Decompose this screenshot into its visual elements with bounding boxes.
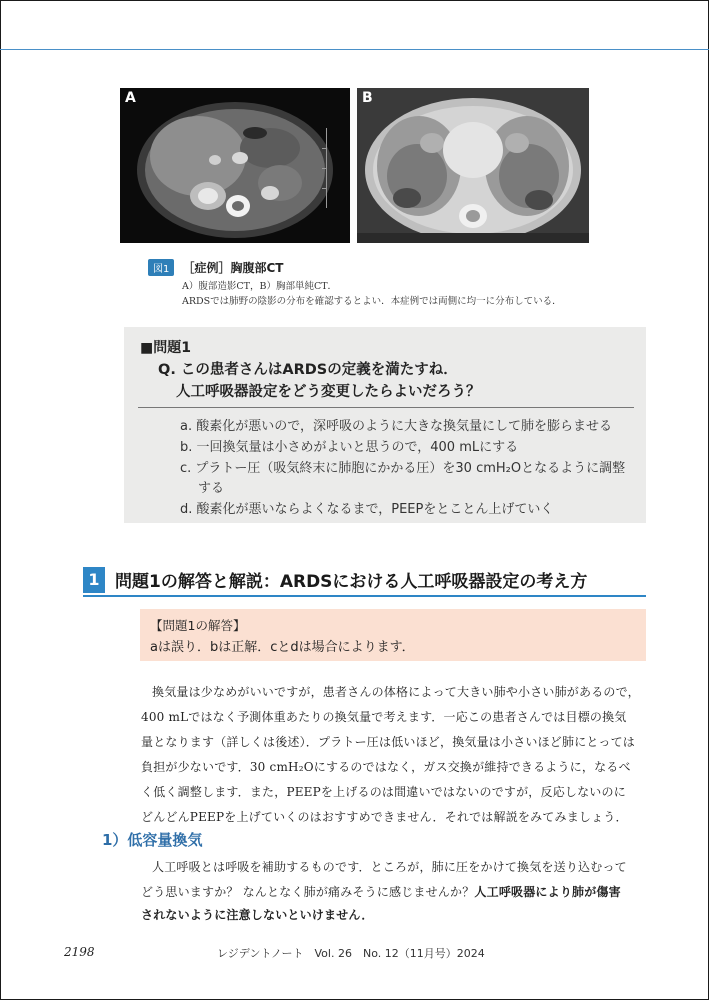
option-a: a. 酸素化が悪いので，深呼吸のように大きな換気量にして肺を膨らませる xyxy=(180,419,612,434)
paragraph-line: 負担が少ないです．30 cmH₂Oにするのではなく，ガス交換が維持できるように，なるべ xyxy=(141,760,631,774)
option-c-continued: する xyxy=(198,481,225,496)
subsection-line-2 xyxy=(141,883,621,900)
question-divider xyxy=(138,407,634,408)
question-line-1: Q. この患者さんはARDSの定義を満たすね． xyxy=(158,362,458,378)
figure-badge: 図1 xyxy=(148,259,174,276)
subsection-heading: 1）低容量換気 xyxy=(102,831,203,849)
option-d: d. 酸素化が悪いならよくなるまで，PEEPをとことん上げていく xyxy=(180,502,554,517)
paragraph-line: どんどんPEEPを上げていくのはおすすめできません．それでは解説をみてみましょう． xyxy=(141,810,628,824)
figure-caption-line2: ARDSでは肺野の陰影の分布を確認するとよい．本症例では両側に均一に分布している． xyxy=(182,296,562,307)
answer-box xyxy=(140,609,646,661)
section-number: 1 xyxy=(83,567,105,593)
page-number: 2198 xyxy=(64,945,95,959)
subsection-line-3-bold: されないように注意しないといけません． xyxy=(141,908,374,922)
answer-text: aは誤り．bは正解．cとdは場合によります． xyxy=(150,640,415,655)
figure-caption xyxy=(148,257,628,309)
section-heading xyxy=(83,565,646,597)
figure-title: ［症例］胸腹部CT xyxy=(182,261,284,275)
answer-label: 【問題1の解答】 xyxy=(150,618,246,633)
question-header: ■問題1 xyxy=(140,340,191,356)
figure-caption-line1: A）腹部造影CT，B）胸部単純CT． xyxy=(182,281,338,292)
question-line-2: 人工呼吸器設定をどう変更したらよいだろう？ xyxy=(176,384,481,400)
paragraph-line: 量となります（詳しくは後述）．プラトー圧は低いほど，換気量は小さいほど肺にとっては xyxy=(141,735,635,749)
section-rule xyxy=(83,595,646,597)
panel-b-label: B xyxy=(362,90,373,106)
subsection-line-2-text: どう思いますか？ なんとなく肺が痛みそうに感じませんか？ xyxy=(141,885,475,899)
header-rule xyxy=(0,49,709,50)
paragraph-line: く低く調整します．また，PEEPを上げるのは間違いではないのですが，反応しないのに xyxy=(141,785,626,799)
ct-image-abdomen xyxy=(120,88,350,243)
paragraph-line: 換気量は少なめがいいですが，患者さんの体格によって大きい肺や小さい肺があるので， xyxy=(152,685,640,699)
section-title: 問題1の解答と解説：ARDSにおける人工呼吸器設定の考え方 xyxy=(115,572,588,592)
journal-info: レジデントノート Vol. 26 No. 12（11月号）2024 xyxy=(217,947,485,960)
option-b: b. 一回換気量は小さめがよいと思うので，400 mLにする xyxy=(180,440,519,455)
subsection-line-2-bold: 人工呼吸器により肺が傷害 xyxy=(474,885,621,899)
subsection-line-1: 人工呼吸とは呼吸を補助するものです．ところが，肺に圧をかけて換気を送り込むって xyxy=(152,860,627,874)
option-c: c. プラトー圧（吸気終末に肺胞にかかる圧）を30 cmH₂Oとなるように調整 xyxy=(180,461,626,476)
question-box xyxy=(124,327,646,523)
panel-a-label: A xyxy=(125,90,136,106)
ct-image-chest xyxy=(357,88,589,243)
paragraph-line: 400 mLではなく予測体重あたりの換気量で考えます．一応この患者さんでは目標の換気 xyxy=(141,710,627,724)
